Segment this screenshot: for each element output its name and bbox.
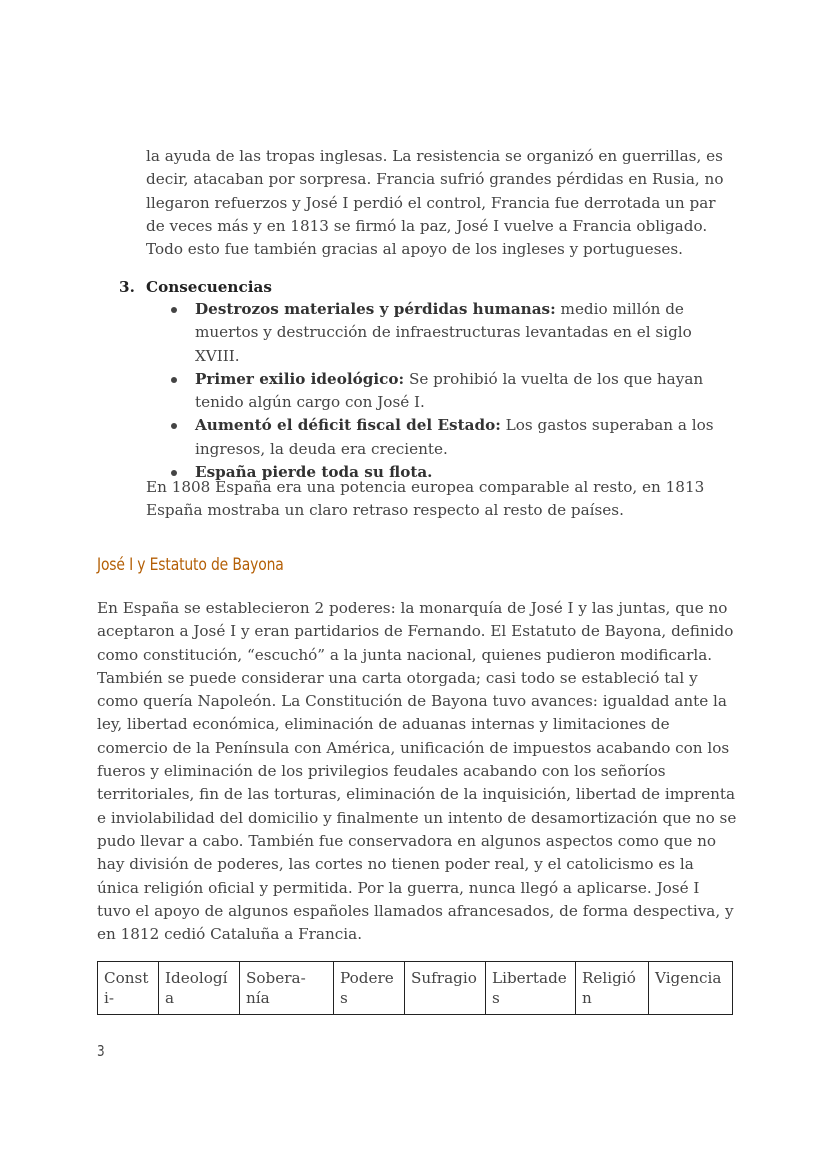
table-header-cell: Libertades [486,962,576,1015]
consecuencias-list [171,298,731,484]
table-header-cell: Sobera-nía [240,962,334,1015]
table-row [98,962,733,1015]
bullet-icon [171,307,177,313]
list-item [171,414,731,461]
bullet-icon [171,377,177,383]
intro-paragraph: la ayuda de las tropas inglesas. La resistencia se organizó en guerrillas, es decir, atacaban por sorpresa. Francia sufrió grandes pérdidas en Rusia, no llegaron refuerzos y José I perdió el control, Francia fue derrotada un par de veces más y en 1813 se firmó la paz, José I vuelve a Francia obligado. Todo esto fue también gracias al apoyo de los ingleses y portugueses. [146,147,724,259]
table-header-cell: Vigencia [649,962,733,1015]
table-header-cell: Sufragio [405,962,486,1015]
section-heading: José I y Estatuto de Bayona [97,555,284,575]
list-item [171,298,731,368]
table-header-cell: Religión [576,962,649,1015]
list-item-bold: Primer exilio ideológico: [195,369,405,388]
list-item-text: medio millón de muertos y destrucción de infraestructuras levantadas en el siglo XVIII. [195,300,692,365]
section-body-paragraph: En España se establecieron 2 poderes: la monarquía de José I y las juntas, que no aceptaron a José I y eran partidarios de Fernando. El Estatuto de Bayona, definido como constitución, “escuchó” a la junta nacional, quienes pudieron modificarla. También se puede considerar una carta otorgada; casi todo se estableció tal y como quería Napoleón. La Constitución de Bayona tuvo avances: igualdad ante la ley, libertad económica, eliminación de aduanas internas y limitaciones de comercio de la Península con América, unificación de impuestos acabando con los fueros y eliminación de los privilegios feudales acabando con los señoríos territoriales, fin de las torturas, eliminación de la inquisición, libertad de imprenta e inviolabilidad del domicilio y finalmente un intento de desamortización que no se pudo llevar a cabo. También fue conservadora en algunos aspectos como que no hay división de poderes, las cortes no tienen poder real, y el catolicismo es la única religión oficial y permitida. Por la guerra, nunca llegó a aplicarse. José I tuvo el apoyo de algunos españoles llamados afrancesados, de forma despectiva, y en 1812 cedió Cataluña a Francia. [97,599,737,944]
bullet-icon [171,423,177,429]
list-number: 3. [119,278,135,296]
list-item-bold: España pierde toda su flota. [195,463,433,482]
list-item-bold: Aumentó el déficit fiscal del Estado: [195,416,501,435]
list-item-text: Los gastos superaban a los ingresos, la deuda era creciente. [195,416,714,458]
consecuencias-heading [119,276,272,299]
list-item-bold: Destrozos materiales y pérdidas humanas: [195,300,556,318]
list-item-text: Se prohibió la vuelta de los que hayan tenido algún cargo con José I. [195,369,704,412]
table-header-cell: Poderes [334,962,405,1015]
page-number: 3 [97,1042,105,1060]
table-header-cell: Consti- [98,962,159,1015]
comparison-table [97,961,733,1015]
table-header-cell: Ideología [159,962,240,1015]
conclusion-paragraph: En 1808 España era una potencia europea comparable al resto, en 1813 España mostraba un claro retraso respecto al resto de países. [146,478,705,520]
list-item [171,368,731,415]
consecuencias-title: Consecuencias [146,278,272,296]
